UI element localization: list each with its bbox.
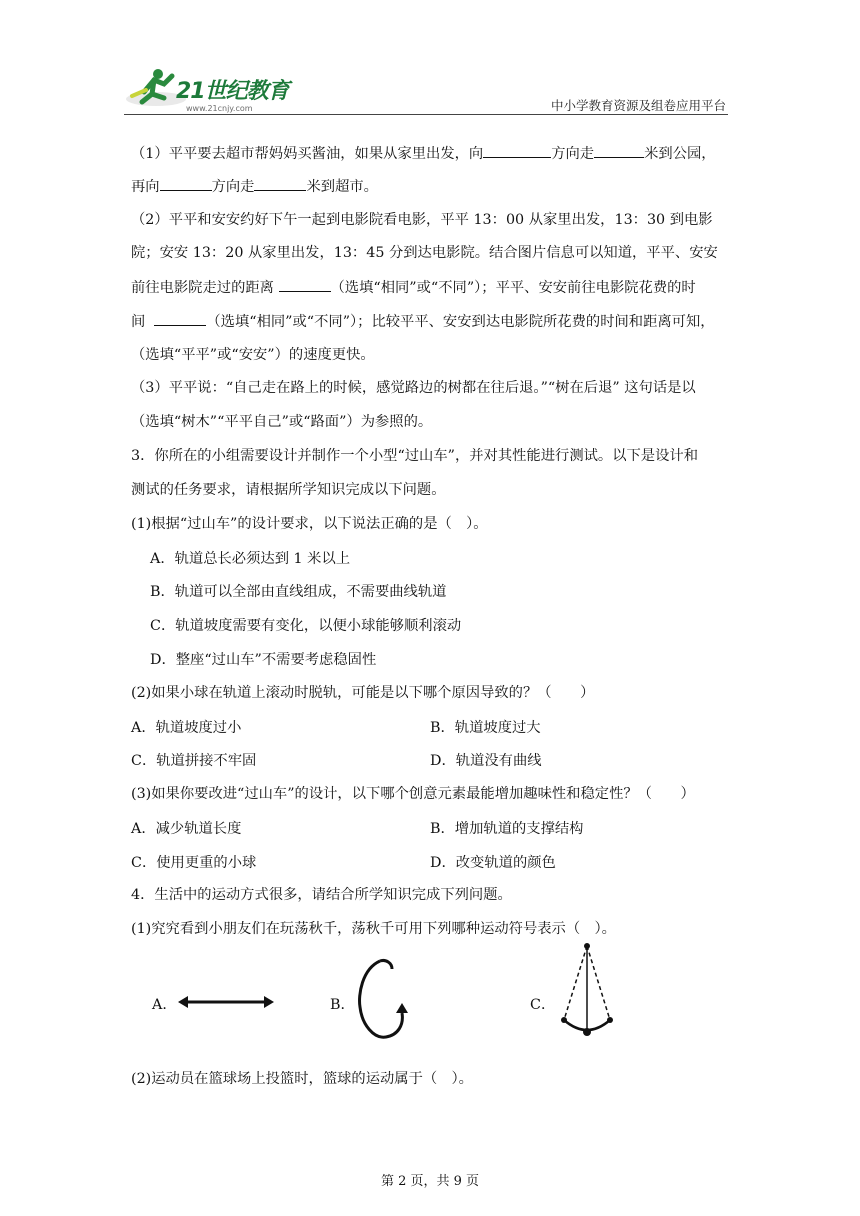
q4-sub1-label-a[interactable]: A． <box>152 997 177 1013</box>
q3-sub2-option-d[interactable]: D．轨道没有曲线 <box>430 753 542 769</box>
q4-sub1-label-c[interactable]: C． <box>530 997 556 1013</box>
q2-part1-line2: 再向 方向走 米到超市。 <box>131 176 378 197</box>
q3-stem-line2: 测试的任务要求，请根据所学知识完成以下问题。 <box>131 482 446 498</box>
q2-part3-line2: （选填“树木”“平平自己”或“路面”）为参照的。 <box>131 414 433 430</box>
q3-sub1-option-d[interactable]: D．整座“过山车”不需要考虑稳固性 <box>150 652 377 668</box>
q2-part2-line2: 院；安安 13：20 从家里出发，13：45 分到达电影院。结合图片信息可以知道，平平、安安 <box>131 245 718 261</box>
q2-part2-line5: （选填“平平”或“安安”）的速度更快。 <box>131 347 375 363</box>
q2-part2-line3: 前往电影院走过的距离 （选填“相同”或“不同”）；平平、安安前往电影院花费的时 <box>131 277 696 298</box>
q3-sub2: (2)如果小球在轨道上滚动时脱轨，可能是以下哪个原因导致的？（ ） <box>131 685 595 701</box>
header-divider <box>124 114 728 115</box>
answer-blank <box>254 176 306 191</box>
q3-sub3-option-b[interactable]: B．增加轨道的支撑结构 <box>430 821 584 837</box>
q3-sub3-option-d[interactable]: D．改变轨道的颜色 <box>430 855 556 871</box>
page-footer: 第 2 页，共 9 页 <box>380 1174 480 1189</box>
q3-sub1: (1)根据“过山车”的设计要求，以下说法正确的是（ ）。 <box>131 516 488 532</box>
q3-sub1-option-a[interactable]: A．轨道总长必须达到 1 米以上 <box>150 551 351 567</box>
q3-sub3-option-c[interactable]: C．使用更重的小球 <box>131 855 257 871</box>
q2-part2-line1: （2）平平和安安约好下午一起到电影院看电影，平平 13：00 从家里出发，13：30 到电影 <box>131 212 713 228</box>
pendulum-icon[interactable] <box>552 940 622 1040</box>
q3-sub1-option-b[interactable]: B．轨道可以全部由直线组成，不需要曲线轨道 <box>150 584 447 600</box>
q4-sub2: (2)运动员在篮球场上投篮时，篮球的运动属于（ ）。 <box>131 1071 473 1087</box>
q3-sub2-option-a[interactable]: A．轨道坡度过小 <box>131 720 242 736</box>
platform-name: 中小学教育资源及组卷应用平台 <box>550 98 726 113</box>
q3-sub2-option-b[interactable]: B．轨道坡度过大 <box>430 720 541 736</box>
q3-sub1-option-c[interactable]: C．轨道坡度需要有变化，以便小球能够顺利滚动 <box>150 618 462 634</box>
q2-part3-line1: （3）平平说：“自己走在路上的时候，感觉路边的树都在往后退。”“树在后退” 这句话是以 <box>131 380 696 396</box>
q4-sub1-label-b[interactable]: B． <box>330 997 355 1013</box>
answer-blank <box>279 277 331 292</box>
double-arrow-icon[interactable] <box>178 992 274 1012</box>
q2-part2-line4: 间 （选填“相同”或“不同”）；比较平平、安安到达电影院所花费的时间和距离可知， <box>131 311 715 332</box>
q4-sub1: (1)究究看到小朋友们在玩荡秋千，荡秋千可用下列哪种运动符号表示（ ）。 <box>131 921 616 937</box>
q3-sub2-option-c[interactable]: C．轨道拼接不牢固 <box>131 753 257 769</box>
answer-blank <box>160 176 212 191</box>
answer-blank <box>594 143 644 158</box>
answer-blank <box>154 311 206 326</box>
q3-stem-line1: 3．你所在的小组需要设计并制作一个小型“过山车”，并对其性能进行测试。以下是设计和 <box>131 448 698 464</box>
circular-arrow-icon[interactable] <box>352 955 412 1045</box>
logo-url: www.21cnjy.com <box>186 104 253 113</box>
answer-blank <box>483 143 551 158</box>
logo-text: 21世纪教育 <box>176 79 289 104</box>
q4-stem: 4．生活中的运动方式很多，请结合所学知识完成下列问题。 <box>131 887 512 903</box>
page-header <box>0 0 860 120</box>
q2-part1-line1: （1）平平要去超市帮妈妈买酱油，如果从家里出发，向 方向走 米到公园， <box>131 143 716 164</box>
q3-sub3-option-a[interactable]: A．减少轨道长度 <box>131 821 242 837</box>
q3-sub3: (3)如果你要改进“过山车”的设计，以下哪个创意元素最能增加趣味性和稳定性？（ ） <box>131 786 695 802</box>
